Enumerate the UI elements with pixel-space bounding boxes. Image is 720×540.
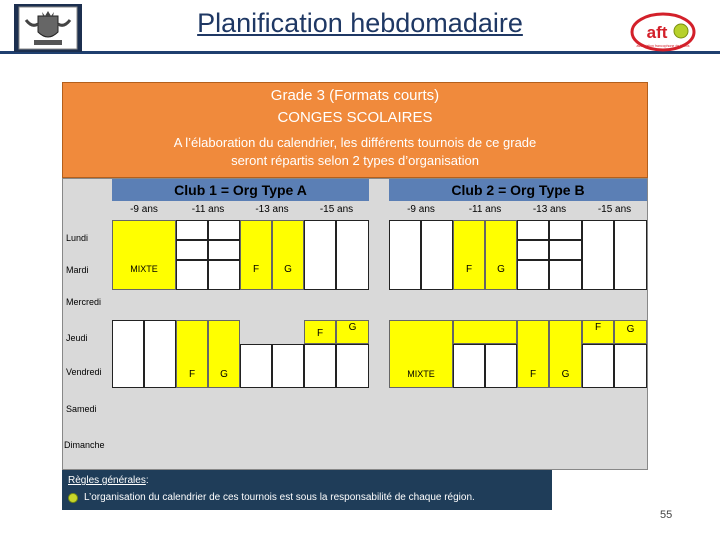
slot-empty [549,220,582,240]
day-label: Samedi [66,404,97,414]
slot-empty [304,220,336,290]
slot-empty [336,344,369,388]
day-label: Mercredi [66,297,102,307]
day-label: Lundi [66,233,89,243]
day-label: Vendredi [66,367,102,377]
slot-label-g: G [626,324,635,335]
banner-subtitle: CONGES SCOLAIRES [277,109,433,126]
slot-empty [208,260,240,290]
slot-empty [517,260,549,290]
slot-empty [453,344,485,388]
page-number: 55 [660,509,673,521]
slot-label-g: G [497,264,505,275]
aft-logo [630,12,696,52]
grade-banner [62,82,648,178]
slot-label-g: G [561,369,570,380]
slot-empty [272,344,304,388]
slot-empty [614,220,647,290]
age-header: -15 ans [597,204,632,215]
slot-empty [485,344,517,388]
slot-empty [112,320,144,388]
slot-empty [176,260,208,290]
slot-label-f: F [465,264,473,275]
slot-empty [517,240,549,260]
slot-club2-jeudi [453,320,517,344]
slot-club1-13ans-f [240,220,272,290]
slot-empty [389,220,421,290]
slot-empty [208,240,240,260]
slot-label-f: F [188,369,196,380]
age-header: -13 ans [255,204,289,215]
club2-header: Club 2 = Org Type B [389,179,647,201]
rules-box [62,470,552,510]
slot-label-f: F [594,322,602,333]
slot-label-f: F [529,369,537,380]
slot-empty [304,344,336,388]
slot-label-mixte: MIXTE [407,369,435,379]
slot-label-mixte: MIXTE [130,264,158,274]
age-header: -9 ans [407,204,435,215]
logo-subtext: association francophone de tennis [636,44,690,48]
slot-club2-11ans-f [453,220,485,290]
slot-empty [549,260,582,290]
bullet-icon [68,493,78,503]
age-header: -9 ans [130,204,158,215]
slot-empty [549,240,582,260]
slot-club1-9ans-mixte [112,220,176,290]
rules-text: L’organisation du calendrier de ces tournois est sous la responsabilité de chaque région. [84,492,475,503]
slot-label-g: G [284,264,292,275]
rules-heading: Règles générales [68,475,146,486]
age-header: -15 ans [319,204,354,215]
slot-club1-13ans-g [272,220,304,290]
banner-grade: Grade 3 (Formats courts) [270,87,440,104]
slot-empty [614,344,647,388]
slot-empty [208,220,240,240]
day-label: Dimanche [64,440,105,450]
slot-label-f: F [316,328,324,339]
logo-text: aft [646,23,668,42]
slot-empty [336,220,369,290]
slot-empty [421,220,453,290]
day-label: Mardi [66,265,89,275]
slot-empty [517,220,549,240]
slot-empty [176,220,208,240]
slot-empty [176,240,208,260]
coat-of-arms-logo [14,4,82,52]
slot-empty [582,344,614,388]
age-header: -11 ans [468,204,502,215]
day-label: Jeudi [66,333,88,343]
slot-empty [582,220,614,290]
slot-label-g: G [220,369,228,380]
age-header: -11 ans [191,204,225,215]
age-header: -13 ans [532,204,567,215]
banner-description-2: seront répartis selon 2 types d’organisation [231,153,479,168]
club1-header: Club 1 = Org Type A [112,179,369,201]
slot-label-g: G [348,322,357,333]
slot-empty [144,320,176,388]
page-title: Planification hebdomadaire [197,8,523,38]
banner-description-1: A l’élaboration du calendrier, les différents tournois de ce grade [173,135,537,150]
slot-club2-11ans-g [485,220,517,290]
slot-label-f: F [252,264,260,275]
slot-empty [240,344,272,388]
rules-colon: : [145,475,149,486]
